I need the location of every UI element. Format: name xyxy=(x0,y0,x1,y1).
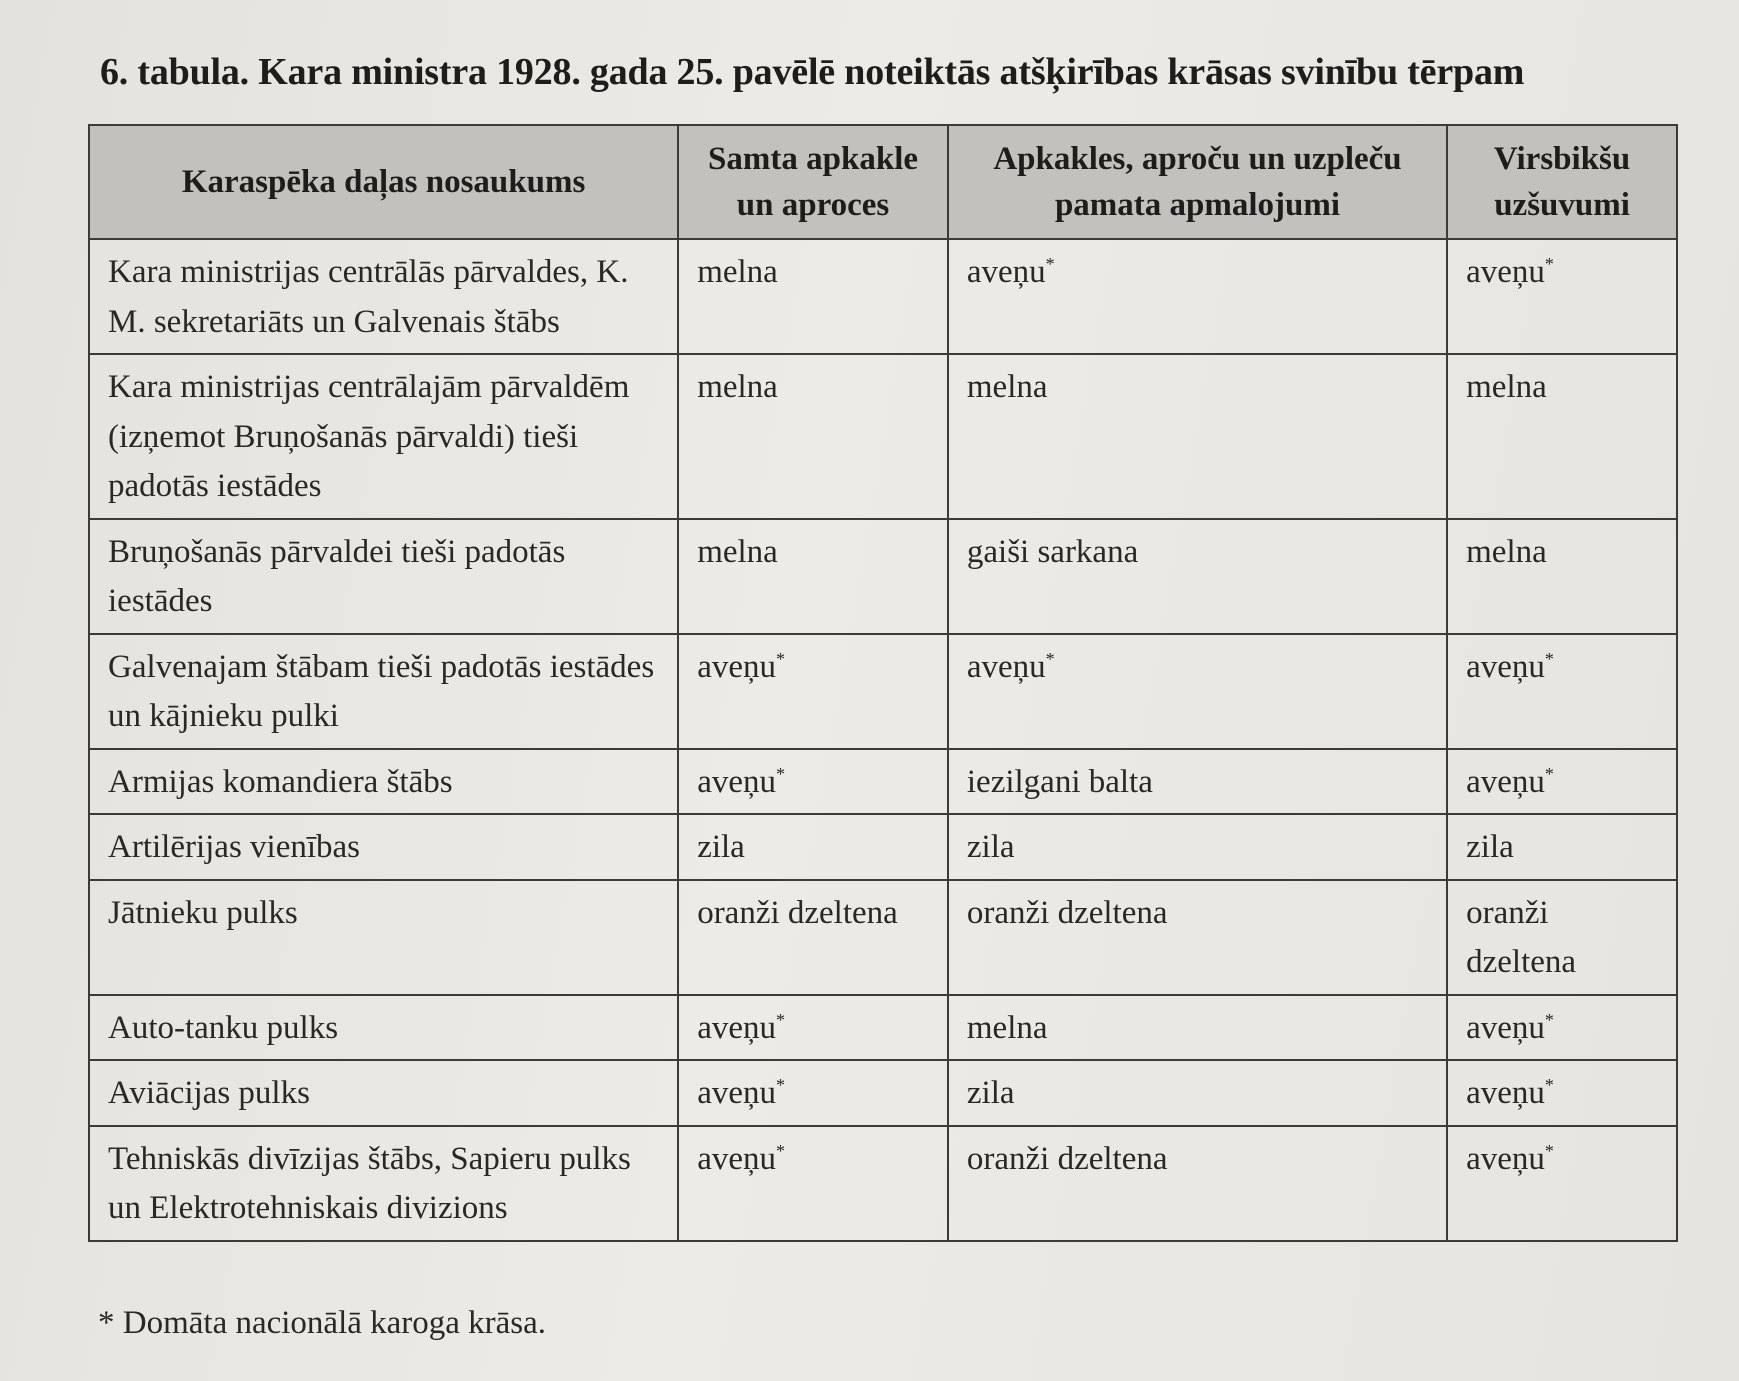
cell-trim-text: oranži dzeltena xyxy=(966,1140,1168,1177)
cell-collar-cuffs-text: aveņu xyxy=(697,1075,776,1112)
header-trouser-stripes: Virsbikšu uzšuvumi xyxy=(1447,125,1677,239)
footnote-marker: * xyxy=(1544,254,1554,275)
cell-unit-name-text: Jātnieku pulks xyxy=(108,894,298,931)
cell-trouser-stripes xyxy=(1447,995,1677,1061)
cell-collar-cuffs xyxy=(678,239,948,354)
table-row xyxy=(89,634,1677,749)
uniform-colors-table xyxy=(88,124,1678,1242)
cell-collar-cuffs-text: aveņu xyxy=(697,1009,776,1046)
cell-trim-text: oranži dzeltena xyxy=(966,894,1168,931)
cell-trim xyxy=(948,634,1447,749)
header-trim: Apkakles, aproču un uzpleču pamata apmalojumi xyxy=(948,125,1447,239)
cell-trouser-stripes-text: aveņu xyxy=(1466,648,1545,685)
cell-trouser-stripes xyxy=(1447,749,1677,815)
cell-trim-text: aveņu xyxy=(966,254,1046,291)
cell-trouser-stripes-text: zila xyxy=(1466,829,1514,866)
cell-trouser-stripes xyxy=(1447,634,1677,749)
cell-unit-name-text: Galvenajam štābam tieši padotās iestādes un kājnieku pulki xyxy=(108,648,655,735)
cell-unit-name-text: Artilērijas vienības xyxy=(108,829,361,866)
cell-trouser-stripes xyxy=(1447,814,1677,880)
cell-collar-cuffs xyxy=(678,880,948,995)
table-row xyxy=(89,1060,1677,1126)
table-header-row xyxy=(89,125,1677,239)
cell-unit-name xyxy=(89,239,678,354)
cell-trim xyxy=(948,814,1447,880)
table-row xyxy=(89,354,1677,519)
cell-unit-name xyxy=(89,1060,678,1126)
cell-trouser-stripes-text: aveņu xyxy=(1466,1140,1545,1177)
cell-trouser-stripes xyxy=(1447,1060,1677,1126)
footnote-marker: * xyxy=(1544,648,1554,669)
cell-trouser-stripes-text: aveņu xyxy=(1466,1009,1545,1046)
cell-unit-name xyxy=(89,814,678,880)
cell-collar-cuffs xyxy=(678,519,948,634)
cell-trim-text: melna xyxy=(966,369,1048,406)
cell-trouser-stripes-text: aveņu xyxy=(1466,254,1545,291)
cell-trouser-stripes xyxy=(1447,519,1677,634)
cell-collar-cuffs-text: aveņu xyxy=(697,763,776,800)
cell-collar-cuffs-text: aveņu xyxy=(697,1140,776,1177)
cell-unit-name-text: Kara ministrijas centrālajām pārvaldēm (izņemot Bruņošanās pārvaldi) tieši padotās iestādes xyxy=(108,369,630,505)
cell-trouser-stripes xyxy=(1447,354,1677,519)
cell-trouser-stripes-text: melna xyxy=(1466,369,1547,406)
footnote-marker: * xyxy=(1045,648,1055,669)
cell-trim xyxy=(948,1060,1447,1126)
cell-trouser-stripes xyxy=(1447,880,1677,995)
cell-trouser-stripes-text: aveņu xyxy=(1466,763,1545,800)
footnote-marker: * xyxy=(775,648,785,669)
cell-trouser-stripes-text: aveņu xyxy=(1466,1075,1545,1112)
table-row xyxy=(89,814,1677,880)
footnote-marker: * xyxy=(775,763,785,784)
cell-collar-cuffs xyxy=(678,1060,948,1126)
cell-collar-cuffs-text: melna xyxy=(697,254,778,291)
footnote-marker: * xyxy=(775,1009,785,1030)
footnote-marker: * xyxy=(1544,1009,1554,1030)
table-row xyxy=(89,880,1677,995)
cell-trim xyxy=(948,354,1447,519)
table-row xyxy=(89,995,1677,1061)
cell-trim xyxy=(948,880,1447,995)
cell-collar-cuffs xyxy=(678,814,948,880)
cell-unit-name-text: Tehniskās divīzijas štābs, Sapieru pulks un Elektrotehniskais divizions xyxy=(108,1140,631,1227)
cell-trim-text: zila xyxy=(966,829,1015,866)
cell-trim xyxy=(948,749,1447,815)
cell-unit-name-text: Kara ministrijas centrālās pārvaldes, K. M. sekretariāts un Galvenais štābs xyxy=(108,254,629,340)
cell-unit-name-text: Armijas komandiera štābs xyxy=(108,763,453,800)
cell-trim-text: zila xyxy=(966,1075,1015,1112)
header-unit-name: Karaspēka daļas nosaukums xyxy=(89,125,678,239)
cell-unit-name xyxy=(89,995,678,1061)
cell-collar-cuffs-text: aveņu xyxy=(697,648,776,685)
table-caption: 6. tabula. Kara ministra 1928. gada 25. pavēlē noteiktās atšķirības krāsas svinību tērpam xyxy=(100,51,1525,93)
cell-collar-cuffs-text: melna xyxy=(697,369,778,406)
cell-trouser-stripes-text: melna xyxy=(1466,533,1547,570)
cell-trim-text: aveņu xyxy=(966,648,1046,685)
footnote-marker: * xyxy=(1544,1140,1554,1161)
cell-trouser-stripes-text: oranži dzeltena xyxy=(1466,894,1577,981)
cell-unit-name-text: Aviācijas pulks xyxy=(108,1075,310,1112)
cell-trim xyxy=(948,519,1447,634)
cell-collar-cuffs xyxy=(678,749,948,815)
cell-collar-cuffs xyxy=(678,995,948,1061)
footnote-marker: * xyxy=(1544,763,1554,784)
cell-unit-name xyxy=(89,749,678,815)
cell-trim-text: iezilgani balta xyxy=(966,763,1153,800)
cell-trim-text: gaiši sarkana xyxy=(966,533,1139,570)
cell-collar-cuffs-text: zila xyxy=(697,829,745,866)
footnote-marker: * xyxy=(1544,1075,1554,1096)
footnote: * Domāta nacionālā karoga krāsa. xyxy=(98,1305,547,1341)
table-body xyxy=(89,239,1677,1241)
cell-collar-cuffs xyxy=(678,354,948,519)
cell-trim xyxy=(948,239,1447,354)
cell-unit-name xyxy=(89,880,678,995)
cell-trouser-stripes xyxy=(1447,1126,1677,1241)
cell-collar-cuffs-text: melna xyxy=(697,533,778,570)
footnote-marker: * xyxy=(1045,254,1055,275)
table-row xyxy=(89,519,1677,634)
table-row xyxy=(89,749,1677,815)
cell-unit-name xyxy=(89,1126,678,1241)
cell-trim xyxy=(948,1126,1447,1241)
cell-collar-cuffs-text: oranži dzeltena xyxy=(697,894,898,931)
header-collar-cuffs: Samta apkakle un aproces xyxy=(678,125,948,239)
footnote-marker: * xyxy=(775,1140,785,1161)
table-row xyxy=(89,239,1677,354)
cell-trim xyxy=(948,995,1447,1061)
cell-trouser-stripes xyxy=(1447,239,1677,354)
cell-unit-name-text: Bruņošanās pārvaldei tieši padotās iestādes xyxy=(108,533,566,620)
cell-unit-name xyxy=(89,634,678,749)
cell-unit-name-text: Auto-tanku pulks xyxy=(108,1009,339,1046)
table-row xyxy=(89,1126,1677,1241)
footnote-marker: * xyxy=(775,1075,785,1096)
cell-collar-cuffs xyxy=(678,1126,948,1241)
cell-trim-text: melna xyxy=(966,1009,1048,1046)
cell-unit-name xyxy=(89,519,678,634)
cell-collar-cuffs xyxy=(678,634,948,749)
cell-unit-name xyxy=(89,354,678,519)
